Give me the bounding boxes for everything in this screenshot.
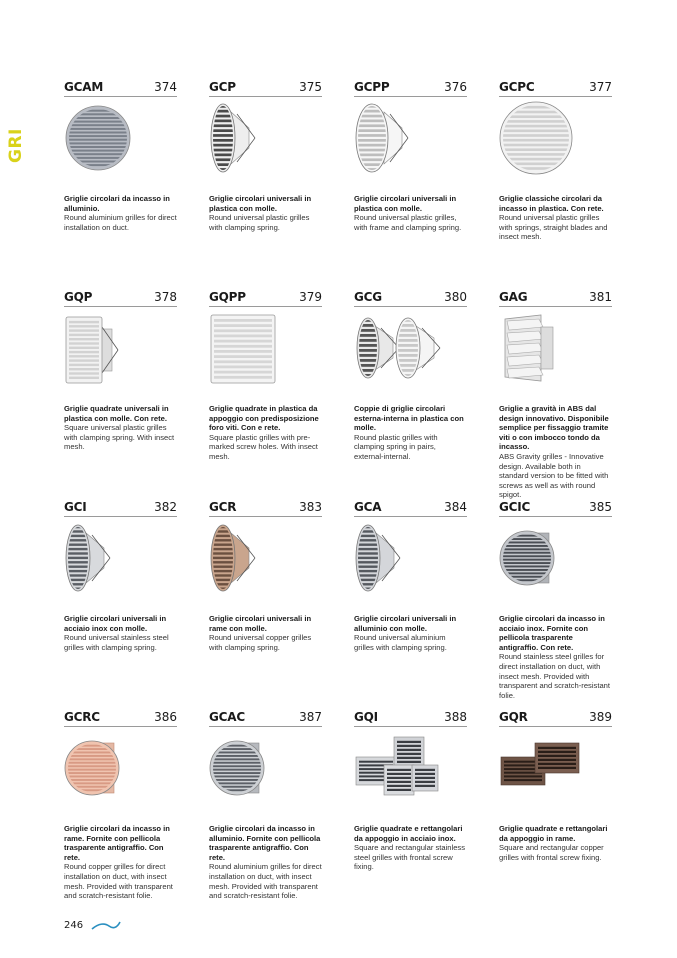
product-card-gci [64,500,177,710]
product-code: GCG [354,290,382,304]
product-code: GQP [64,290,93,304]
product-page-ref: 389 [589,710,612,724]
product-card-gcrc [64,710,177,920]
description-english: Round universal plastic grilles with clamping spring. [209,213,310,232]
product-image [209,731,322,809]
product-page-ref: 375 [299,80,322,94]
product-page-ref: 381 [589,290,612,304]
description-english: Square plastic grilles with pre-marked screw holes. With insect mesh. [209,432,318,461]
product-header [354,80,467,97]
product-card-gqi [354,710,467,920]
product-header [209,80,322,97]
product-code: GCR [209,500,237,514]
description-italian: Griglie circolari universali in plastica con molle. [354,194,457,213]
product-header [499,500,612,517]
product-image [499,521,612,599]
description-english: Round aluminium grilles for direct installation on duct, with insect mesh. Provided with transparent and scratch-resistant folie. [209,862,322,901]
product-page-ref: 382 [154,500,177,514]
product-page-ref: 378 [154,290,177,304]
description-english: Round universal plastic grilles with springs, straight blades and insect mesh. [499,213,608,242]
product-image [64,521,177,599]
product-image [499,731,612,809]
product-page-ref: 374 [154,80,177,94]
product-card-gcam [64,80,177,290]
product-page-ref: 376 [444,80,467,94]
product-image [64,731,177,809]
product-description [209,404,322,462]
product-page-ref: 380 [444,290,467,304]
product-image [354,101,467,179]
description-english: Round plastic grilles with clamping spring in pairs, external-internal. [354,432,438,461]
product-header [499,80,612,97]
product-image [64,311,177,389]
product-code: GQR [499,710,528,724]
product-page-ref: 385 [589,500,612,514]
product-page-ref: 383 [299,500,322,514]
product-image [209,311,322,389]
product-header [354,500,467,517]
product-image [209,101,322,179]
product-header [209,500,322,517]
product-grid [64,80,614,920]
product-description [209,194,322,232]
product-code: GCRC [64,710,100,724]
product-description [499,404,612,500]
product-card-gca [354,500,467,710]
description-italian: Griglie circolari universali in alluminio con molle. [354,614,457,633]
description-english: ABS Gravity grilles - Innovative design. Available both in standard version to be fitted with screws as well as with round spigot. [499,451,609,500]
product-card-gcp [209,80,322,290]
product-description [209,824,322,901]
description-english: Round stainless steel grilles for direct installation on duct, with insect mesh. Provided with transparent and scratch-resistant folie. [499,652,611,700]
page-number: 246 [64,920,84,931]
product-description [354,404,467,462]
product-description [64,614,177,652]
product-code: GCPP [354,80,390,94]
logo-wave-icon [91,921,121,931]
description-italian: Griglie circolari da incasso in rame. Fornite con pellicola trasparente antigraffio. Con rete. [64,824,170,862]
description-english: Round universal stainless steel grilles with clamping spring. [64,633,169,652]
product-card-gqpp [209,290,322,500]
product-description [209,614,322,652]
product-card-gcr [209,500,322,710]
page-footer [64,920,121,931]
product-header [499,290,612,307]
description-italian: Griglie circolari da incasso in acciaio inox. Fornite con pellicola trasparente antigraffio. Con rete. [499,614,605,652]
description-italian: Griglie quadrate universali in plastica con molle. Con rete. [64,404,169,423]
product-page-ref: 388 [444,710,467,724]
product-card-gag [499,290,612,500]
product-description [64,194,177,232]
description-english: Square universal plastic grilles with clamping spring. With insect mesh. [64,423,175,452]
description-italian: Griglie circolari universali in plastica con molle. [209,194,312,213]
product-code: GAG [499,290,528,304]
product-code: GCA [354,500,382,514]
product-header [354,710,467,727]
product-image [209,521,322,599]
product-description [354,824,467,872]
description-italian: Coppie di griglie circolari esterna-interna in plastica con molle. [354,404,464,433]
product-header [64,290,177,307]
product-image [499,311,612,389]
product-page-ref: 384 [444,500,467,514]
product-card-gcpc [499,80,612,290]
product-code: GCI [64,500,87,514]
product-description [354,614,467,652]
product-code: GCP [209,80,236,94]
description-english: Square and rectangular stainless steel grilles with frontal screw fixing. [354,843,466,872]
product-header [499,710,612,727]
description-english: Round universal copper grilles with clamping spring. [209,633,312,652]
product-code: GCAC [209,710,245,724]
product-description [499,614,612,700]
description-italian: Griglie circolari da incasso in alluminio. [64,194,170,213]
product-code: GQPP [209,290,246,304]
product-description [499,824,612,862]
description-english: Round aluminium grilles for direct installation on duct. [64,213,177,232]
product-card-gqp [64,290,177,500]
description-english: Round copper grilles for direct installation on duct, with insect mesh. Provided with transparent and scratch-resistant folie. [64,862,173,901]
product-page-ref: 386 [154,710,177,724]
product-card-gcac [209,710,322,920]
section-tab: GRI [6,128,26,164]
product-image [354,521,467,599]
product-card-gcpp [354,80,467,290]
product-card-gcg [354,290,467,500]
description-italian: Griglie classiche circolari da incasso in plastica. Con rete. [499,194,604,213]
product-page-ref: 379 [299,290,322,304]
product-image [354,731,467,809]
product-description [499,194,612,242]
description-english: Square and rectangular copper grilles with frontal screw fixing. [499,843,604,862]
product-code: GQI [354,710,378,724]
product-description [354,194,467,232]
product-description [64,824,177,901]
product-description [64,404,177,452]
description-italian: Griglie a gravità in ABS dal design innovativo. Disponibile semplice per fissaggio tramite viti o con imbocco tondo da incasso. [499,404,609,452]
description-italian: Griglie quadrate e rettangolari da appoggio in acciaio inox. [354,824,463,843]
product-image [499,101,612,179]
product-header [209,710,322,727]
product-card-gcic [499,500,612,710]
description-english: Round universal aluminium grilles with clamping spring. [354,633,447,652]
product-image [354,311,467,389]
product-header [209,290,322,307]
description-italian: Griglie quadrate in plastica da appoggio con predisposizione foro viti. Con e rete. [209,404,319,433]
description-italian: Griglie quadrate e rettangolari da appoggio in rame. [499,824,608,843]
description-italian: Griglie circolari universali in rame con molle. [209,614,312,633]
product-page-ref: 387 [299,710,322,724]
product-header [354,290,467,307]
product-page-ref: 377 [589,80,612,94]
product-code: GCPC [499,80,535,94]
product-code: GCIC [499,500,531,514]
product-header [64,710,177,727]
description-english: Round universal plastic grilles, with frame and clamping spring. [354,213,462,232]
description-italian: Griglie circolari universali in acciaio inox con molle. [64,614,167,633]
product-card-gqr [499,710,612,920]
product-header [64,80,177,97]
product-header [64,500,177,517]
description-italian: Griglie circolari da incasso in alluminio. Fornite con pellicola trasparente antigraffio. Con rete. [209,824,321,862]
product-code: GCAM [64,80,104,94]
product-image [64,101,177,179]
